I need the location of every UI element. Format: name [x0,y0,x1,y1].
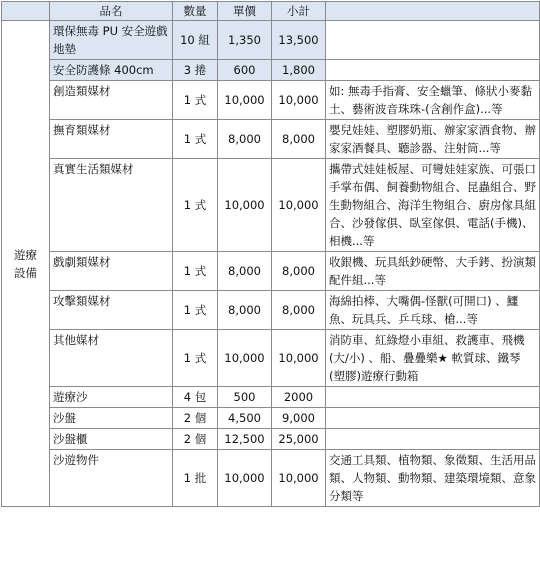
unit-price-cell: 10,000 [218,81,272,120]
table-row [2,429,540,450]
unit-price-cell: 10,000 [218,450,272,507]
header-notes [326,2,540,21]
unit-price-cell: 10,000 [218,159,272,252]
item-name-cell: 環保無毒 PU 安全遊戲地墊 [50,21,173,60]
subtotal-cell: 9,000 [272,408,326,429]
notes-cell: 如: 無毒手指膏、安全蠟筆、條狀小麥黏土、藝術波音珠珠-(含創作盒)...等 [326,81,540,120]
table-row [2,408,540,429]
item-name-cell: 安全防護條 400cm [50,60,173,81]
notes-cell: 海綿拍棒、大嘴偶-怪獸(可開口) 、鱷魚、玩具兵、乒乓球、槍...等 [326,291,540,330]
subtotal-cell: 8,000 [272,120,326,159]
subtotal-cell: 10,000 [272,159,326,252]
category-cell: 遊療 設備 [2,21,50,507]
unit-price-cell: 1,350 [218,21,272,60]
subtotal-cell: 10,000 [272,450,326,507]
notes-cell [326,408,540,429]
header-item-name: 品名 [50,2,173,21]
table-row [2,387,540,408]
quantity-cell: 1 批 [173,450,218,507]
unit-price-cell: 8,000 [218,291,272,330]
notes-cell: 收銀機、玩具紙鈔硬幣、大手銬、扮演類配件組...等 [326,252,540,291]
table-row [2,159,540,252]
quantity-cell: 1 式 [173,291,218,330]
table-row [2,252,540,291]
table-row [2,291,540,330]
item-name-cell: 沙盤 [50,408,173,429]
item-name-cell: 撫育類媒材 [50,120,173,159]
subtotal-cell: 13,500 [272,21,326,60]
table-row [2,21,540,60]
quantity-cell: 1 式 [173,81,218,120]
quantity-cell: 1 式 [173,330,218,387]
header-category [2,2,50,21]
table-row [2,330,540,387]
unit-price-cell: 10,000 [218,330,272,387]
notes-cell: 消防車、紅綠燈小車組、救護車、飛機(大/小) 、船、疊疊樂★ 軟質球、鐵琴(塑膠)遊療行動箱 [326,330,540,387]
item-name-cell: 其他媒材 [50,330,173,387]
table-row [2,450,540,507]
quantity-cell: 1 式 [173,120,218,159]
header-unit-price: 單價 [218,2,272,21]
item-name-cell: 沙遊物件 [50,450,173,507]
subtotal-cell: 10,000 [272,330,326,387]
quantity-cell: 2 個 [173,429,218,450]
unit-price-cell: 4,500 [218,408,272,429]
notes-cell: 交通工具類、植物類、象徵類、生活用品類、人物類、動物類、建築環境類、意象分類等 [326,450,540,507]
notes-cell: 攜帶式娃娃板屋、可彎娃娃家族、可張口手掌布偶、飼養動物組合、昆蟲組合、野生動物組合、海洋生物組合、廚房傢具組合、沙發傢俱、臥室傢俱、電話(手機)、相機...等 [326,159,540,252]
notes-cell [326,429,540,450]
subtotal-cell: 25,000 [272,429,326,450]
item-name-cell: 戲劇類媒材 [50,252,173,291]
item-name-cell: 攻擊類媒材 [50,291,173,330]
notes-cell [326,21,540,60]
quantity-cell: 3 捲 [173,60,218,81]
subtotal-cell: 2000 [272,387,326,408]
unit-price-cell: 500 [218,387,272,408]
item-name-cell: 遊療沙 [50,387,173,408]
item-name-cell: 沙盤櫃 [50,429,173,450]
unit-price-cell: 12,500 [218,429,272,450]
equipment-budget-table [1,1,540,507]
notes-cell [326,60,540,81]
table-row [2,60,540,81]
header-row [2,2,540,21]
header-subtotal: 小計 [272,2,326,21]
item-name-cell: 真實生活類媒材 [50,159,173,252]
notes-cell [326,387,540,408]
subtotal-cell: 8,000 [272,291,326,330]
quantity-cell: 1 式 [173,252,218,291]
item-name-cell: 創造類媒材 [50,81,173,120]
table-row [2,81,540,120]
quantity-cell: 10 組 [173,21,218,60]
unit-price-cell: 600 [218,60,272,81]
quantity-cell: 4 包 [173,387,218,408]
notes-cell: 嬰兒娃娃、塑膠奶瓶、辦家家酒食物、辦家家酒餐具、聽診器、注射筒...等 [326,120,540,159]
table-row [2,120,540,159]
unit-price-cell: 8,000 [218,120,272,159]
subtotal-cell: 10,000 [272,81,326,120]
subtotal-cell: 8,000 [272,252,326,291]
unit-price-cell: 8,000 [218,252,272,291]
quantity-cell: 2 個 [173,408,218,429]
quantity-cell: 1 式 [173,159,218,252]
header-quantity: 數量 [173,2,218,21]
subtotal-cell: 1,800 [272,60,326,81]
